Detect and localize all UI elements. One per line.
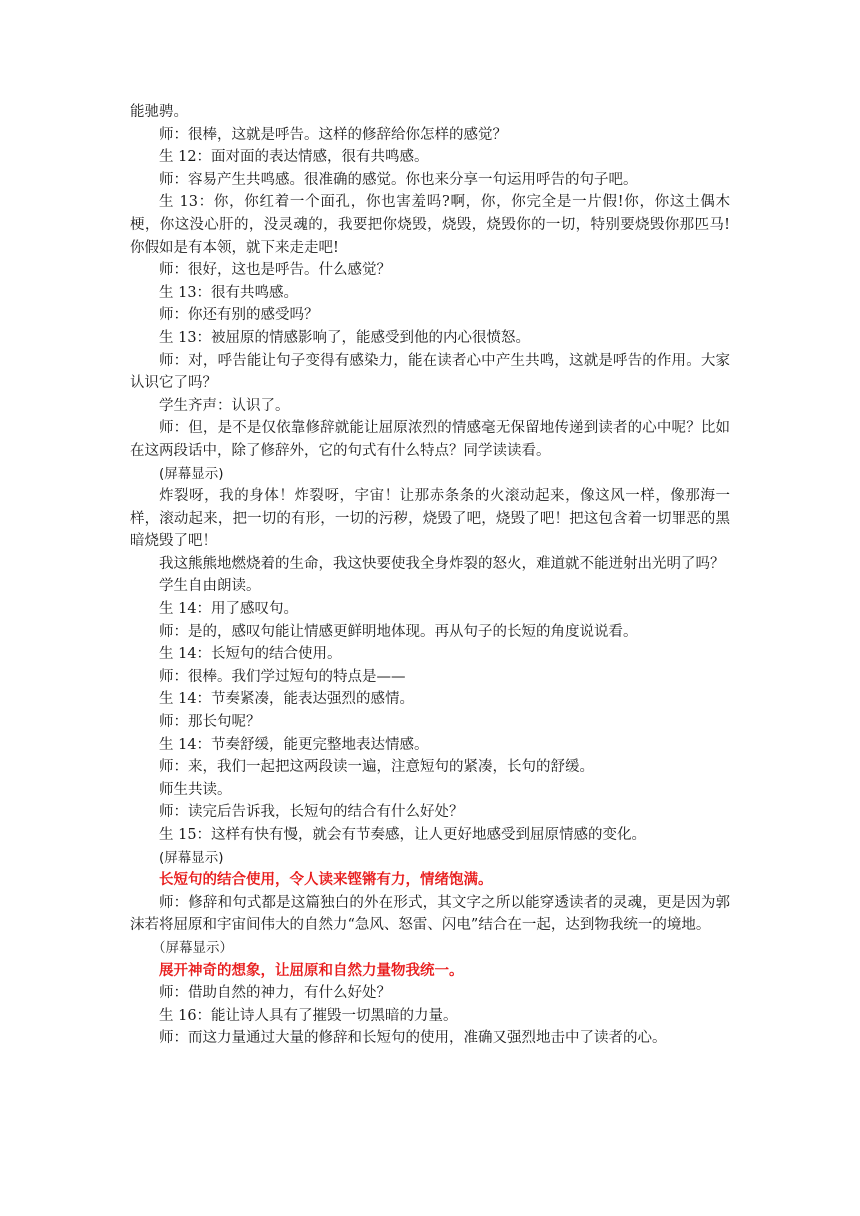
paragraph: 师：来，我们一起把这两段读一遍，注意短句的紧凑，长句的舒缓。 — [159, 759, 594, 776]
paragraph: 生 14：长短句的结合使用。 — [159, 646, 342, 663]
paragraph: 师：对，呼告能让句子变得有感染力，能在读者心中产生共鸣，这就是呼告的作用。大家认识它了吗？ — [130, 352, 730, 392]
paragraph: 师：是的，感叹句能让情感更鲜明地体现。再从句子的长短的角度说说看。 — [159, 623, 638, 640]
quoted-passage: 我这熊熊地燃烧着的生命，我这快要使我全身炸裂的怒火，难道就不能迸射出光明了吗？ — [159, 555, 725, 572]
paragraph: 生 13：被屈原的情感影响了，能感受到他的内心很愤怒。 — [159, 329, 531, 346]
paragraph: 生 14：节奏紧凑，能表达强烈的感情。 — [159, 691, 415, 708]
paragraph: 师：那长句呢？ — [159, 714, 261, 731]
paragraph: 师：容易产生共鸣感。很准确的感觉。你也来分享一句运用呼告的句子吧。 — [159, 171, 638, 188]
emphasis-statement: 展开神奇的想象，让屈原和自然力量物我统一。 — [159, 961, 464, 979]
quoted-passage: 炸裂呀，我的身体！炸裂呀，宇宙！让那赤条条的火滚动起来，像这风一样，像那海一样，滚动起来，把一切的有形，一切的污秽，烧毁了吧，烧毁了吧！把这包含着一切罪恶的黑暗烧毁了吧！ — [130, 488, 730, 550]
screen-display-label: (屏幕显示) — [159, 465, 224, 482]
paragraph: 生 14：节奏舒缓，能更完整地表达情感。 — [159, 736, 429, 753]
paragraph: 学生自由朗读。 — [159, 578, 261, 595]
lesson-transcript — [130, 101, 730, 1050]
paragraph: 师：修辞和句式都是这篇独白的外在形式，其文字之所以能穿透读者的灵魂，更是因为郭沫若将屈原和宇宙间伟大的自然力“急风、怒雷、闪电”结合在一起，达到物我统一的境地。 — [130, 894, 730, 934]
paragraph: 师生共读。 — [159, 781, 232, 798]
paragraph: 师：很棒，这就是呼告。这样的修辞给你怎样的感觉？ — [159, 126, 507, 143]
paragraph: 师：你还有别的感受吗？ — [159, 307, 319, 324]
paragraph: 生 13：你，你红着一个面孔，你也害羞吗?啊，你，你完全是一片假!你，你这土偶木梗，你这没心肝的，没灵魂的，我要把你烧毁，烧毁，烧毁你的一切，特别要烧毁你那匹马!你假如是有本领，就下来走走吧! — [130, 194, 730, 256]
paragraph: 生 16：能让诗人具有了摧毁一切黑暗的力量。 — [159, 1007, 458, 1024]
paragraph: 师：很好，这也是呼告。什么感觉？ — [159, 262, 391, 279]
paragraph: 师：但，是不是仅依靠修辞就能让屈原浓烈的情感毫无保留地传递到读者的心中呢？比如在这两段话中，除了修辞外，它的句式有什么特点？同学读读看。 — [130, 420, 730, 459]
paragraph: 师：很棒。我们学过短句的特点是—— — [159, 668, 406, 685]
paragraph: 师：而这力量通过大量的修辞和长短句的使用，准确又强烈地击中了读者的心。 — [159, 1030, 667, 1047]
emphasis-statement: 长短句的结合使用，令人读来铿锵有力，情绪饱满。 — [159, 871, 493, 889]
paragraph: 生 15：这样有快有慢，就会有节奏感，让人更好地感受到屈原情感的变化。 — [159, 827, 647, 843]
paragraph: 师：借助自然的神力，有什么好处？ — [159, 985, 391, 1002]
paragraph: 生 13：很有共鸣感。 — [159, 284, 299, 301]
paragraph: 能驰骋。 — [130, 104, 188, 120]
paragraph: 生 14：用了感叹句。 — [159, 601, 299, 618]
screen-display-label: (屏幕显示) — [159, 849, 224, 866]
screen-display-label: （屏幕显示） — [152, 939, 233, 956]
paragraph: 生 12：面对面的表达情感，很有共鸣感。 — [159, 149, 429, 166]
paragraph: 师：读完后告诉我，长短句的结合有什么好处？ — [159, 804, 464, 821]
paragraph: 学生齐声：认识了。 — [159, 397, 290, 414]
